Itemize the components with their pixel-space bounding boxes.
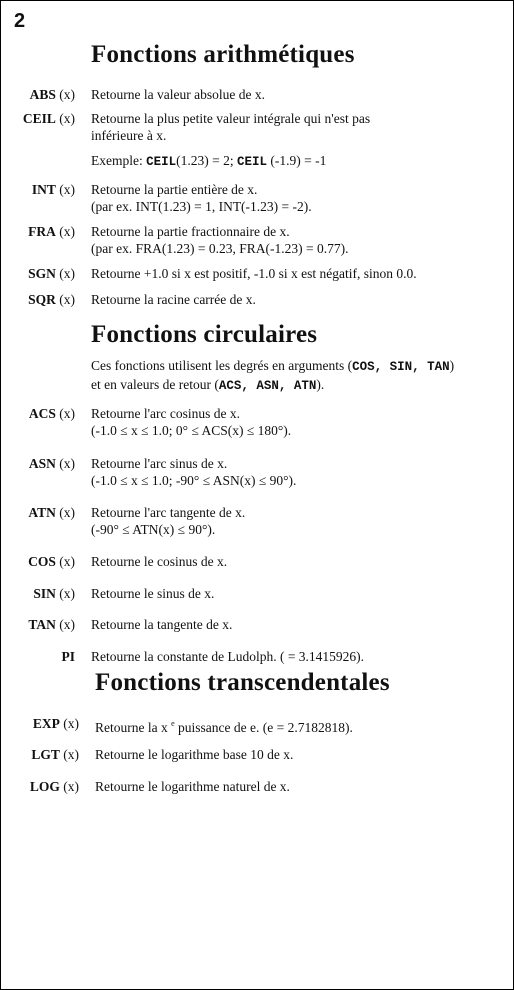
function-description: Retourne la plus petite valeur intégrale qui n'est pas inférieure à x. Exemple: CEIL(1.23) = 2; CEIL (-1.9) = -1	[91, 110, 507, 171]
function-description: Retourne la tangente de x.	[91, 617, 233, 632]
function-name: INT (x)	[31, 182, 75, 197]
function-name: EXP (x)	[32, 716, 79, 731]
circular-intro: Ces fonctions utilisent les degrés en arguments (COS, SIN, TAN) et en valeurs de retour (ACS, ASN, ATN).	[91, 358, 455, 393]
function-description: Retourne l'arc sinus de x. (-1.0 ≤ x ≤ 1.0; -90° ≤ ASN(x) ≤ 90°).	[91, 456, 297, 488]
function-description: Retourne la constante de Ludolph. ( = 3.1415926).	[91, 649, 365, 664]
function-name: ACS (x)	[28, 406, 75, 421]
function-name: CEIL (x)	[22, 111, 75, 126]
function-description: Retourne l'arc tangente de x. (-90° ≤ ATN(x) ≤ 90°).	[91, 505, 246, 537]
heading-arithmetic: Fonctions arithmétiques	[91, 41, 355, 68]
function-description: Retourne le cosinus de x.	[91, 554, 228, 569]
function-description: Retourne le logarithme naturel de x.	[95, 779, 290, 794]
function-description: Retourne la valeur absolue de x.	[91, 87, 265, 102]
function-description: Retourne le logarithme base 10 de x.	[95, 747, 294, 762]
function-name: LOG (x)	[29, 779, 79, 794]
function-description: Retourne +1.0 si x est positif, -1.0 si x est négatif, sinon 0.0.	[91, 266, 417, 281]
function-description: Retourne le sinus de x.	[91, 586, 215, 601]
function-description: Retourne la partie fractionnaire de x. (par ex. FRA(1.23) = 0.23, FRA(-1.23) = 0.77).	[91, 224, 349, 256]
function-name: LGT (x)	[31, 747, 79, 762]
function-name: SQR (x)	[28, 292, 75, 307]
function-description: Retourne la racine carrée de x.	[91, 292, 256, 307]
function-description: Retourne la x $^e$ puissance de e. (e = 2.7182818).	[95, 719, 353, 735]
page-number: 2	[14, 10, 26, 32]
function-description: Retourne la partie entière de x. (par ex. INT(1.23) = 1, INT(-1.23) = -2).	[91, 182, 312, 214]
function-name: ABS (x)	[29, 87, 75, 102]
heading-transcendental: Fonctions transcendentales	[95, 669, 390, 696]
function-name: FRA (x)	[28, 224, 75, 239]
function-name: ATN (x)	[28, 505, 75, 520]
function-name: SIN (x)	[33, 586, 75, 601]
heading-circular: Fonctions circulaires	[91, 321, 318, 348]
function-name: ASN (x)	[28, 456, 75, 471]
function-name: COS (x)	[28, 554, 75, 569]
ceil-example: Exemple: CEIL(1.23) = 2; CEIL (-1.9) = -1	[91, 153, 327, 169]
function-name: SGN (x)	[28, 266, 75, 281]
function-name: PI	[61, 649, 75, 664]
function-name: TAN (x)	[28, 617, 75, 632]
function-description: Retourne l'arc cosinus de x. (-1.0 ≤ x ≤ 1.0; 0° ≤ ACS(x) ≤ 180°).	[91, 406, 292, 438]
